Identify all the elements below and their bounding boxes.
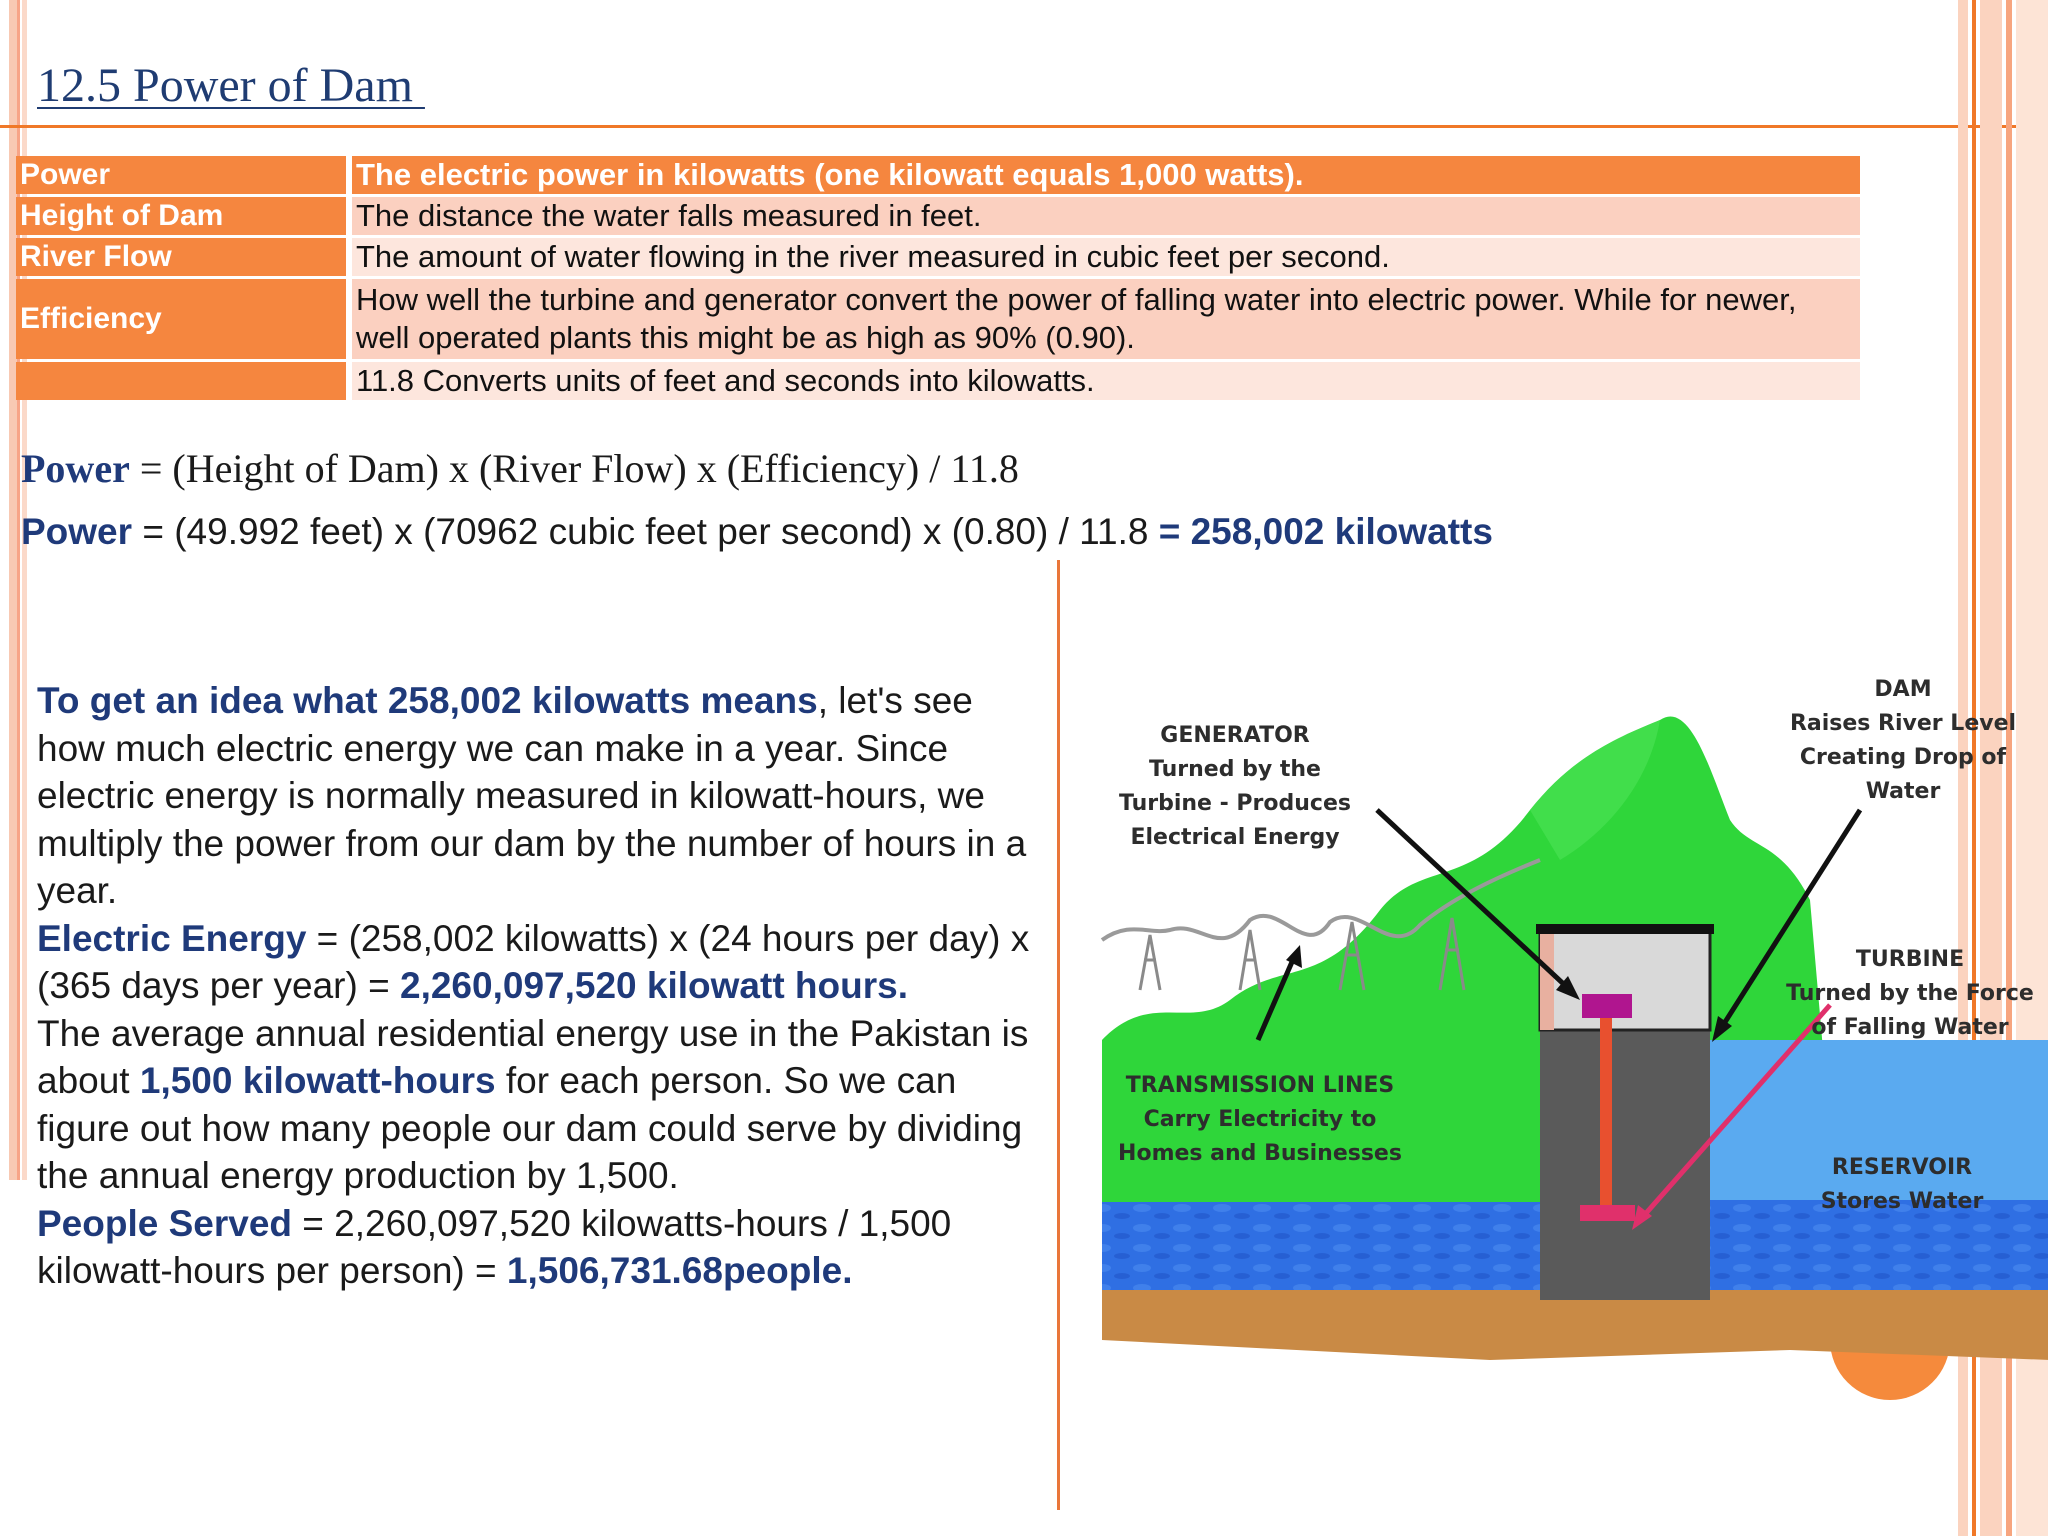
- calculation-expression: = (49.992 feet) x (70962 cubic feet per second) x (0.80) / 11.8: [132, 511, 1159, 552]
- reservoir-label-line: Stores Water: [1820, 1189, 1984, 1214]
- calculation-result: = 258,002 kilowatts: [1158, 511, 1493, 552]
- definition-row: [16, 279, 1860, 359]
- definition-desc: The distance the water falls measured in feet.: [352, 197, 1860, 235]
- generator-label-title: GENERATOR: [1160, 723, 1310, 748]
- energy-expression: = (258,002 kilowatts) x (24 hours per day) x (365 days per year) =: [37, 917, 1030, 1006]
- definition-desc: 11.8 Converts units of feet and seconds into kilowatts.: [352, 362, 1860, 400]
- dam-diagram: [1090, 660, 2048, 1360]
- energy-label: Electric Energy: [37, 917, 307, 959]
- definition-row: [16, 362, 1860, 400]
- definition-term: [16, 362, 352, 400]
- dam-label-line: Water: [1865, 779, 1941, 804]
- calculation-keyword: Power: [21, 511, 133, 552]
- turbine-label-line: Turned by the Force: [1786, 981, 2034, 1006]
- powerhouse-wall: [1540, 934, 1554, 1030]
- average-text: The average annual residential energy use in the Pakistan is about: [37, 1012, 1029, 1101]
- power-calculation: [21, 511, 1493, 553]
- reservoir-label-title: RESERVOIR: [1831, 1155, 1973, 1180]
- generator-icon: [1582, 994, 1632, 1018]
- center-divider: [1057, 560, 1060, 1510]
- formula-expression: = (Height of Dam) x (River Flow) x (Efficiency) / 11.8: [129, 446, 1019, 491]
- definition-term: Height of Dam: [16, 197, 352, 235]
- definition-row: [16, 197, 1860, 235]
- energy-result: 2,260,097,520 kilowatt hours.: [400, 965, 908, 1006]
- dam-label-line: Creating Drop of: [1799, 745, 2007, 770]
- page-title: 12.5 Power of Dam: [37, 59, 425, 112]
- turbine-label-line: of Falling Water: [1811, 1015, 2009, 1040]
- transmission-label-line: Homes and Businesses: [1118, 1141, 1402, 1166]
- transmission-label-line: Carry Electricity to: [1143, 1107, 1377, 1132]
- generator-label-line: Electrical Energy: [1130, 825, 1340, 850]
- turbine-icon: [1580, 1205, 1635, 1221]
- definition-term: Power: [16, 156, 352, 194]
- average-text-2: for each person. So we can figure out how many people our dam could serve by dividing the annual energy production by 1,500.: [37, 1060, 1023, 1196]
- explanation-paragraph: [37, 677, 1047, 1295]
- definition-term: River Flow: [16, 238, 352, 276]
- dam-label-line: Raises River Level: [1789, 711, 2017, 736]
- ground: [1102, 1290, 2048, 1360]
- people-expression: = 2,260,097,520 kilowatts-hours / 1,500 kilowatt-hours per person) =: [37, 1202, 952, 1291]
- turbine-label-title: TURBINE: [1855, 947, 1965, 972]
- definitions-table: [16, 153, 1860, 403]
- power-formula: [21, 445, 1019, 492]
- definition-row: [16, 156, 1860, 194]
- title-divider: [0, 125, 2048, 128]
- dam-label-title: DAM: [1874, 677, 1932, 702]
- people-label: People Served: [37, 1202, 293, 1244]
- definition-term: Efficiency: [16, 279, 352, 359]
- definition-row: [16, 238, 1860, 276]
- formula-keyword: Power: [21, 446, 130, 491]
- definition-desc: The electric power in kilowatts (one kilowatt equals 1,000 watts).: [352, 156, 1860, 194]
- average-value: 1,500 kilowatt-hours: [139, 1060, 496, 1101]
- generator-label-line: Turbine - Produces: [1119, 791, 1351, 816]
- turbine-shaft: [1600, 1018, 1612, 1213]
- people-result: 1,506,731.68people.: [506, 1250, 853, 1291]
- transmission-label-title: TRANSMISSION LINES: [1125, 1073, 1395, 1098]
- generator-label-line: Turned by the: [1149, 757, 1321, 782]
- powerhouse-roof: [1536, 924, 1714, 934]
- definition-desc: How well the turbine and generator convert the power of falling water into electric power. While for newer, well operated plants this might be as high as 90% (0.90).: [352, 279, 1860, 359]
- intro-text: , let's see how much electric energy we can make in a year. Since electric energy is normally measured in kilowatt-hours, we multiply the power from our dam by the number of hours in a year.: [37, 680, 1027, 911]
- intro-bold: To get an idea what 258,002 kilowatts means: [37, 680, 818, 721]
- definition-desc: The amount of water flowing in the river measured in cubic feet per second.: [352, 238, 1860, 276]
